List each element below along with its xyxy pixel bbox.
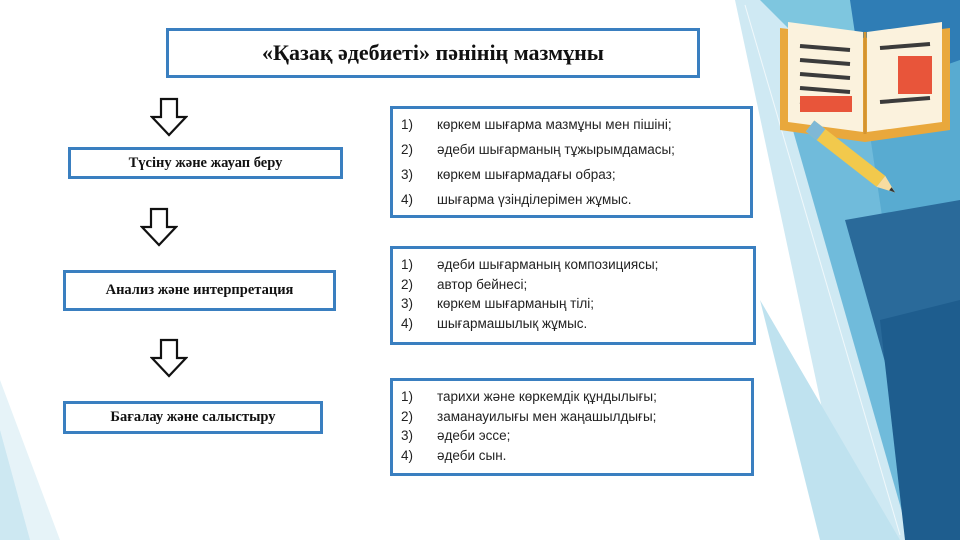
item-text: әдеби сын. <box>437 447 507 463</box>
item-text: автор бейнесі; <box>437 276 528 292</box>
list-item <box>401 257 745 277</box>
item-number: 1) <box>401 257 414 272</box>
item-text: көркем шығарманың тілі; <box>437 296 594 311</box>
list-item <box>401 192 742 217</box>
down-arrow-icon <box>150 338 188 378</box>
list-item <box>401 296 745 316</box>
item-text: әдеби шығарманың тұжырымдамасы; <box>437 142 675 157</box>
list-item <box>401 316 745 336</box>
item-number: 1) <box>401 117 414 132</box>
item-number: 3) <box>401 296 414 311</box>
item-text: әдеби эссе; <box>437 428 511 443</box>
item-text: шығарма үзінділерімен жұмыс. <box>437 192 632 207</box>
list-item <box>401 448 743 468</box>
book-pencil-icon <box>770 8 960 193</box>
content-list-analysis <box>390 246 756 345</box>
list-item <box>401 117 742 142</box>
item-number: 4) <box>401 447 414 463</box>
item-number: 4) <box>401 192 414 207</box>
page-title: «Қазақ әдебиеті» пәнінің мазмұны <box>166 28 700 78</box>
content-list-understanding <box>390 106 753 218</box>
stage-understanding: Түсіну және жауап беру <box>68 147 343 179</box>
item-number: 1) <box>401 389 414 404</box>
item-text: көркем шығарма мазмұны мен пішіні; <box>437 117 672 132</box>
down-arrow-icon <box>150 97 188 137</box>
down-arrow-icon <box>140 207 178 247</box>
item-number: 4) <box>401 315 414 331</box>
item-number: 2) <box>401 408 414 424</box>
item-number: 3) <box>401 428 414 443</box>
item-text: шығармашылық жұмыс. <box>437 315 588 331</box>
item-text: заманауилығы мен жаңашылдығы; <box>437 408 657 424</box>
item-number: 2) <box>401 276 414 292</box>
item-text: әдеби шығарманың композициясы; <box>437 257 659 272</box>
list-item <box>401 167 742 192</box>
list-item <box>401 389 743 409</box>
item-text: көркем шығармадағы образ; <box>437 167 616 182</box>
item-number: 3) <box>401 167 414 182</box>
list-item <box>401 277 745 297</box>
stage-analysis: Анализ және интерпретация <box>63 270 336 311</box>
list-item <box>401 142 742 167</box>
item-number: 2) <box>401 142 414 157</box>
item-text: тарихи және көркемдік құндылығы; <box>437 389 657 404</box>
list-item <box>401 428 743 448</box>
stage-evaluation: Бағалау және салыстыру <box>63 401 323 434</box>
content-list-evaluation <box>390 378 754 476</box>
list-item <box>401 409 743 429</box>
